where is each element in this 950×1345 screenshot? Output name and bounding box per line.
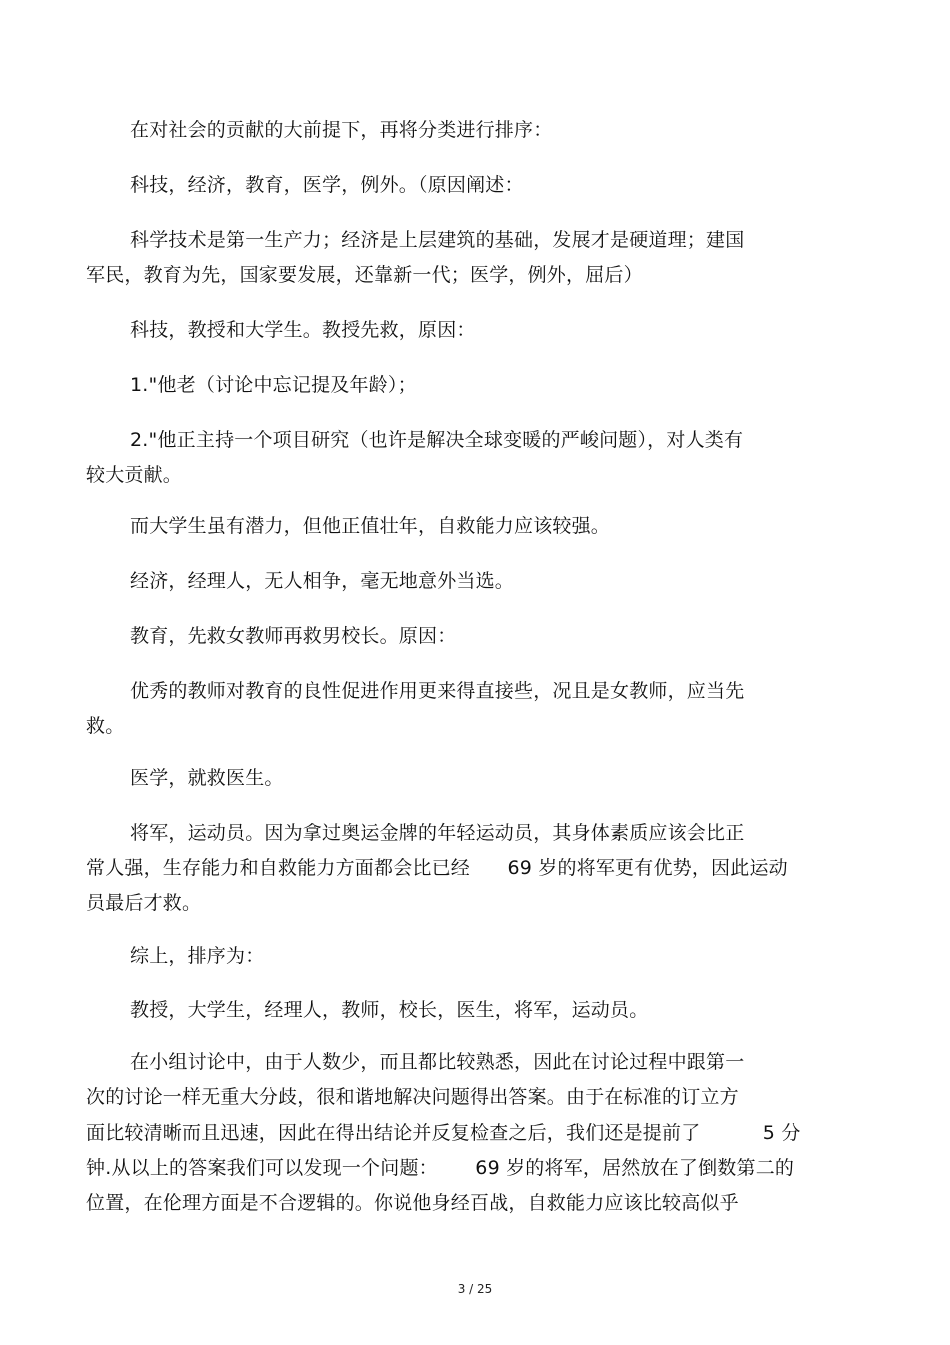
text-line: 将军，运动员。因为拿过奥运金牌的年轻运动员，其身体素质应该会比正 <box>130 822 745 844</box>
text-line: 军民，教育为先，国家要发展，还靠新一代；医学，例外，屈后） <box>86 264 643 286</box>
text-line: 科学技术是第一生产力；经济是上层建筑的基础，发展才是硬道理；建国 <box>130 229 745 251</box>
text-line: 教育，先救女教师再救男校长。原因： <box>130 625 457 647</box>
text-line: 科技，经济，教育，医学，例外。（原因阐述： <box>130 174 524 196</box>
text-line: 常人强，生存能力和自救能力方面都会比已经 69 岁的将军更有优势，因此运动 <box>86 857 788 879</box>
text-line: 2."他正主持一个项目研究（也许是解决全球变暖的严峻问题），对人类有 <box>130 429 744 451</box>
text-line: 员最后才救。 <box>86 892 202 914</box>
page-number: 3 / 25 <box>457 1282 493 1296</box>
text-line: 钟.从以上的答案我们可以发现一个问题： 69 岁的将军，居然放在了倒数第二的 <box>86 1157 795 1179</box>
text-line: 教授，大学生，经理人，教师，校长，医生，将军，运动员。 <box>130 999 649 1021</box>
text-line: 科技，教授和大学生。教授先救，原因： <box>130 319 476 341</box>
text-line: 综上，排序为： <box>130 945 265 967</box>
text-line: 1."他老（讨论中忘记提及年龄）； <box>130 374 417 396</box>
text-line: 在小组讨论中，由于人数少，而且都比较熟悉，因此在讨论过程中跟第一 <box>130 1051 745 1073</box>
text-line: 较大贡献。 <box>86 464 183 486</box>
text-line: 医学，就救医生。 <box>130 767 284 789</box>
text-line: 救。 <box>86 715 125 737</box>
text-line: 面比较清晰而且迅速，因此在得出结论并反复检查之后，我们还是提前了 5 分 <box>86 1122 801 1144</box>
text-line: 在对社会的贡献的大前提下，再将分类进行排序： <box>130 119 553 141</box>
text-line: 而大学生虽有潜力，但他正值壮年，自救能力应该较强。 <box>130 515 611 537</box>
text-line: 经济，经理人，无人相争，毫无地意外当选。 <box>130 570 515 592</box>
text-line: 优秀的教师对教育的良性促进作用更来得直接些，况且是女教师，应当先 <box>130 680 745 702</box>
text-line: 次的讨论一样无重大分歧，很和谐地解决问题得出答案。由于在标准的订立方 <box>86 1086 739 1108</box>
text-line: 位置，在伦理方面是不合逻辑的。你说他身经百战，自救能力应该比较高似乎 <box>86 1192 739 1214</box>
